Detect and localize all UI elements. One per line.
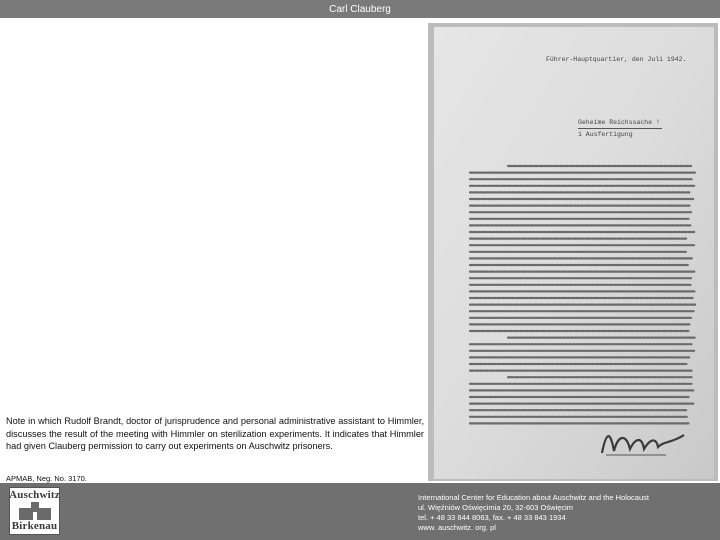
document-caption: Note in which Rudolf Brandt, doctor of jurisprudence and personal administrative assistant to Himmler, discusses the result of the meeting with Himmler on sterilization experiments. It indicates that Himmler had given Clauberg permission to carry out experiments on Auschwitz prisoners. (6, 416, 424, 451)
logo-text-top: Auschwitz (9, 489, 60, 501)
document-heading-line: Führer-Hauptquartier, den Juli 1942. (546, 56, 687, 63)
signature-mark (596, 423, 696, 463)
document-stamp-underline (578, 128, 662, 129)
historical-document-photo (428, 23, 718, 481)
contact-line: International Center for Education about Auschwitz and the Holocaust (418, 493, 649, 502)
slide-title-bar (0, 0, 720, 18)
source-reference: APMAB, Neg. No. 3170. (6, 474, 87, 483)
auschwitz-birkenau-logo (9, 487, 60, 535)
gate-icon (15, 502, 55, 520)
contact-line: ul. Więźniów Oświęcimia 20, 32-603 Oświęcim (418, 503, 574, 512)
contact-line: www. auschwitz. org. pl (418, 523, 496, 532)
footer-bar (0, 483, 720, 540)
contact-line: tel. + 48 33 844 8063, fax. + 48 33 843 1934 (418, 513, 566, 522)
contact-block (418, 493, 649, 533)
document-stamp: Geheime Reichssache ! (578, 119, 660, 126)
logo-text-bottom: Birkenau (11, 520, 58, 532)
slide-title: Carl Clauberg (329, 3, 391, 15)
document-stamp-sub: 1 Ausfertigung (578, 131, 633, 138)
